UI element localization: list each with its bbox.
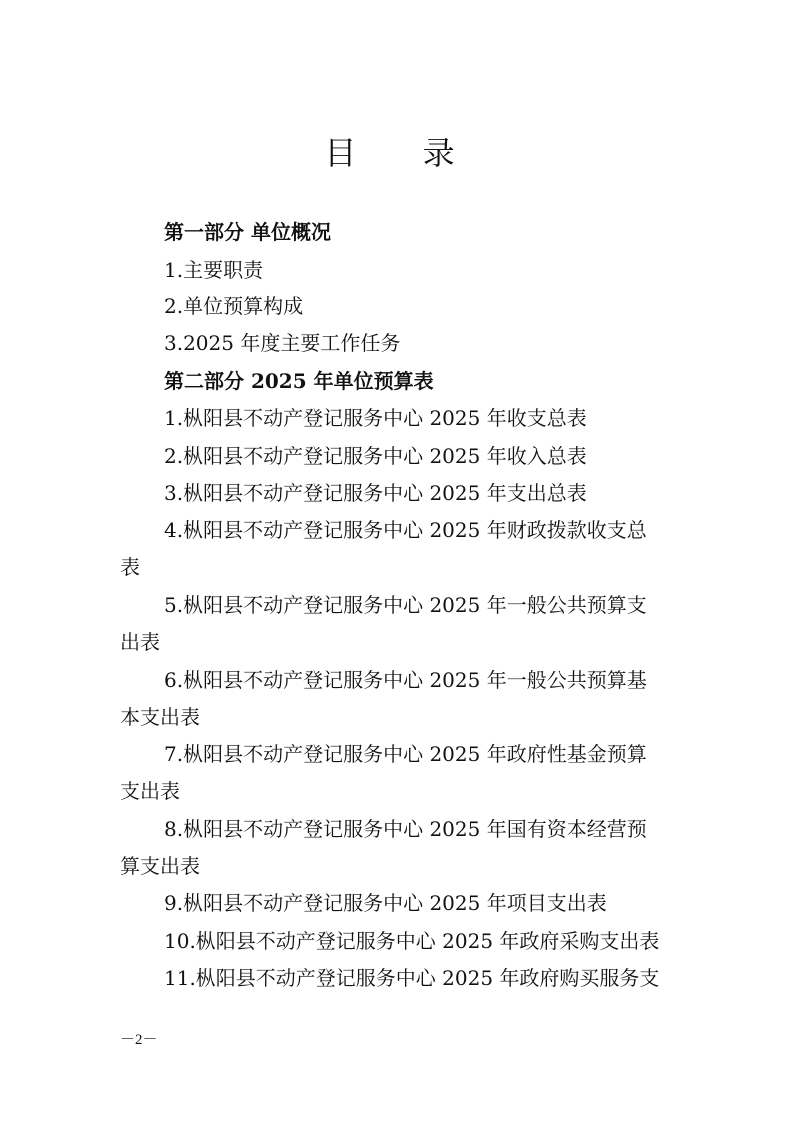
- part2-item-8-line1: 8.枞阳县不动产登记服务中心 2025 年国有资本经营预: [164, 817, 647, 841]
- part2-item-7-line2: 支出表: [120, 779, 180, 803]
- part2-item-11: 11.枞阳县不动产登记服务中心 2025 年政府购买服务支: [164, 966, 660, 990]
- part2-title: 第二部分 2025 年单位预算表: [164, 369, 434, 393]
- part2-item-2: 2.枞阳县不动产登记服务中心 2025 年收入总表: [164, 444, 587, 468]
- part1-item-2: 2.单位预算构成: [164, 294, 304, 318]
- toc-heading: 目 录: [324, 134, 483, 172]
- part2-item-5-line2: 出表: [120, 630, 160, 654]
- part2-item-8-line2: 算支出表: [120, 854, 200, 878]
- part2-item-1: 1.枞阳县不动产登记服务中心 2025 年收支总表: [164, 406, 587, 430]
- part2-item-5-line1: 5.枞阳县不动产登记服务中心 2025 年一般公共预算支: [164, 593, 647, 617]
- part2-item-4-line2: 表: [120, 555, 140, 579]
- part1-item-3: 3.2025 年度主要工作任务: [164, 331, 401, 355]
- page-number: －2－: [120, 1032, 158, 1048]
- part2-item-9: 9.枞阳县不动产登记服务中心 2025 年项目支出表: [164, 891, 607, 915]
- part1-title: 第一部分 单位概况: [164, 220, 331, 244]
- part1-item-1: 1.主要职责: [164, 258, 264, 282]
- part2-item-7-line1: 7.枞阳县不动产登记服务中心 2025 年政府性基金预算: [164, 742, 647, 766]
- part2-item-10: 10.枞阳县不动产登记服务中心 2025 年政府采购支出表: [164, 929, 660, 953]
- part2-item-6-line1: 6.枞阳县不动产登记服务中心 2025 年一般公共预算基: [164, 668, 647, 692]
- part2-item-3: 3.枞阳县不动产登记服务中心 2025 年支出总表: [164, 481, 587, 505]
- part2-item-4-line1: 4.枞阳县不动产登记服务中心 2025 年财政拨款收支总: [164, 518, 647, 542]
- part2-item-6-line2: 本支出表: [120, 705, 200, 729]
